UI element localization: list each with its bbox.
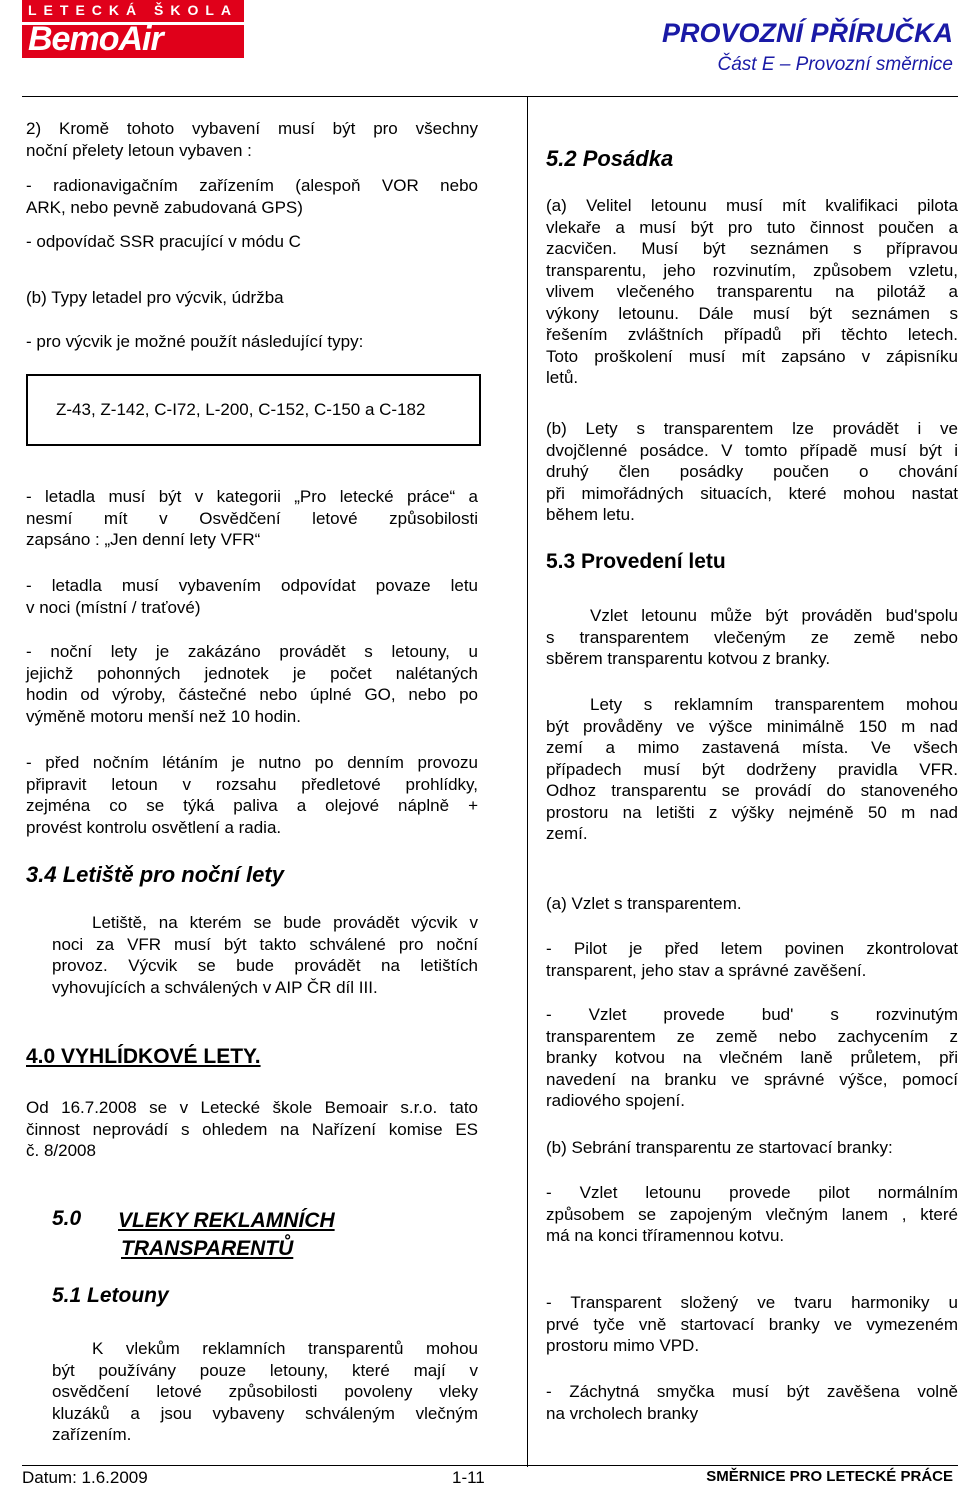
paragraph-line: (b) Sebrání transparentu ze startovací branky: [546,1138,893,1157]
paragraph-line: výkony letounu. Dále musí být seznámen s [546,303,958,323]
paragraph-line: ARK, nebo pevně zabudovaná GPS) [26,197,303,217]
paragraph-provedeni-1 [546,605,958,670]
paragraph-line: Lety s reklamním transparentem mohou [590,695,958,714]
paragraph-line: druhý člen posádky poučen o chování [546,462,958,481]
paragraph-line: branky kotvou na vlečném laně průletem, při [546,1048,958,1067]
section-heading-5-3: 5.3 Provedení letu [546,550,726,573]
paragraph-zachytna-smycka [546,1381,958,1424]
paragraph-line: noční přelety letoun vybaven : [26,140,252,160]
paragraph-line: nesmí mít v Osvědčení letové způsobilosti [26,508,478,528]
paragraph-line: prostoru mimo VPD. [546,1336,700,1355]
heading-line: TRANSPARENTŮ [121,1237,294,1260]
paragraph-line: má na konci tříramennou kotvu. [546,1226,785,1245]
paragraph-line: jejichž pohonných jednotek je počet nalétaných [26,663,478,683]
paragraph-line: zemí. [546,824,588,843]
paragraph-line: být provåděny ve výšce minimálně 150 m nad [546,716,958,736]
paragraph-line: Letiště, na kterém se bude provádět výcvik v [92,913,478,932]
paragraph-line: transparentem ze země nebo zachycením z [546,1026,958,1046]
company-logo [22,0,244,58]
paragraph-line: činnost neprovádí s ohledem na Nařízení komise ES [26,1119,478,1139]
paragraph-posadka-a [546,195,958,389]
footer-divider [22,1465,958,1466]
paragraph-line: navedení na branku ve správné výšce, pomocí [546,1069,958,1089]
paragraph-line: případech musí být dodrženy pravidla VFR. [546,759,958,779]
paragraph-line: - pro výcvik je možné použít následující typy: [26,332,364,351]
paragraph-line: - radionavigačním zařízením (alespoň VOR nebo [26,176,478,195]
paragraph-line: - Transparent složený ve tvaru harmoniky u [546,1293,958,1312]
paragraph-line: Vzlet letounu může být prováděn bud'spolu [590,606,958,625]
paragraph-line: v noci (místní / traťové) [26,597,201,617]
paragraph-line: noci za VFR musí být takto schválené pro noční [52,934,478,954]
paragraph-line: vlivem vlečeného transparentu na pilotáž a [546,282,958,301]
section-heading-5-0 [118,1207,335,1263]
paragraph-line: prvé tyče vně startovací branky ve vymezeném [546,1314,958,1334]
logo-top-text: LETECKÁ ŠKOLA [28,2,238,18]
paragraph-line: kluzáků a jsou vybaveny schváleným vlečným [52,1403,478,1423]
paragraph-line: při mimořádných situacích, které mohou nastat [546,483,958,503]
paragraph-line: zejména co se týká paliva a olejové náplně + [26,796,478,815]
section-heading-5-2: 5.2 Posádka [546,146,674,171]
paragraph-line: hodin od výroby, částečné nebo úplné GO, nebo po [26,685,478,704]
paragraph-line: - odpovídač SSR pracující v módu C [26,232,301,251]
paragraph-line: zemí a mimo zastavená místa. Ve všech [546,738,958,757]
paragraph-line: řešením zvláštních případů při těchto letech. [546,325,958,344]
paragraph-line: - Záchytná smyčka musí být zavěšena volně [546,1382,958,1401]
paragraph-vzlet [546,1004,958,1112]
logo-main-text: BemoAir [28,20,163,58]
paragraph-line: (a) Velitel letounu musí mít kvalifikaci pilota [546,196,958,215]
paragraph-line: Od 16.7.2008 se v Letecké škole Bemoair s.r.o. tato [26,1098,478,1117]
paragraph-line: transparent, jeho stav a správné zavěšení. [546,960,867,980]
paragraph-sebrani [546,1182,958,1247]
paragraph-posadka-b [546,418,958,526]
paragraph-line: - noční lety je zakázáno provádět s letouny, u [26,642,478,661]
paragraph-line: - Vzlet letounu provede pilot normálním [546,1183,958,1202]
paragraph-line: K vlekům reklamních transparentů mohou [92,1339,478,1358]
paragraph-line: 2) Kromě tohoto vybavení musí být pro všechny [26,119,478,138]
page-number: 1-11 [452,1468,485,1487]
paragraph-transparent-slozeny [546,1292,958,1357]
paragraph-line: sběrem transparentu kotvou z branky. [546,649,831,668]
paragraph-line: na vrcholech branky [546,1403,699,1423]
paragraph-line: vyhovujících a schválených v AIP ČR díl III. [52,977,378,997]
paragraph-line: připravit letoun v rozsahu předletové prohlídky, [26,774,478,794]
paragraph-line: výměně motoru menší než 10 hodin. [26,706,301,726]
paragraph-line: být používány pouze letouny, které mají v [52,1360,478,1380]
paragraph-line: letů. [546,368,579,387]
section-heading-4-0: 4.0 VYHLÍDKOVÉ LETY. [26,1045,261,1068]
section-heading-3-4: 3.4 Letiště pro noční lety [26,862,284,887]
paragraph-line: č. 8/2008 [26,1141,96,1160]
paragraph-pilot-check [546,938,958,981]
paragraph-line: radiového spojení. [546,1091,685,1110]
section-heading-5-1: 5.1 Letouny [52,1284,169,1307]
footer-date: Datum: 1.6.2009 [22,1468,148,1487]
paragraph-line: - Pilot je před letem povinen zkontrolovat [546,939,958,958]
paragraph-line: vlekaře a musí být pro tuto činnost poučen a [546,217,958,237]
section-number-5-0: 5.0 [52,1207,82,1230]
paragraph-line: osvědčení letové způsobilosti povoleny vleky [52,1382,478,1401]
paragraph-line: dvojčlenné posádce. V tomto případě musí být i [546,440,958,460]
left-column [26,118,478,161]
paragraph-line: - Vzlet provede bud' s rozvinutým [546,1005,958,1024]
paragraph-line: Odhoz transparentu se provádí do stanoveného [546,781,958,800]
paragraph-line: - letadla musí být v kategorii „Pro letecké práce“ a [26,487,478,506]
paragraph-line: (b) Lety s transparentem lze provádět i ve [546,419,958,438]
document-title: PROVOZNÍ PŘÍRUČKA [661,18,953,48]
paragraph-line: (b) Typy letadel pro výcvik, údržba [26,288,284,307]
paragraph-line: s transparentem vlečeným ze země nebo [546,627,958,647]
aircraft-types-text: Z-43, Z-142, C-I72, L-200, C-152, C-150 a C-182 [56,400,426,419]
footer-section-title: SMĚRNICE PRO LETECKÉ PRÁCE [706,1468,953,1485]
paragraph-line: prostoru na letišti z výšky nejméně 50 m nad [546,802,958,822]
paragraph-line: provést kontrolu osvětlení a radia. [26,817,282,837]
paragraph-line: zařízením. [52,1425,132,1444]
paragraph-line: provoz. Výcvik se bude provádět na letištích [52,956,478,975]
paragraph-line: zapsáno : „Jen denní lety VFR“ [26,530,261,549]
paragraph-line: zacvičen. Musí být seznámen s přípravou [546,239,958,258]
paragraph-line: během letu. [546,505,635,524]
heading-line: VLEKY REKLAMNÍCH [118,1209,335,1232]
document-subtitle: Část E – Provozní směrnice [717,54,953,75]
paragraph-line: - letadla musí vybavením odpovídat povaze letu [26,576,478,595]
paragraph-line: Toto proškolení musí mít zapsáno v zápisníku [546,346,958,366]
column-divider [527,97,528,1467]
paragraph-line: transparentu, jeho rozvinutím, způsobem vzletu, [546,260,958,280]
paragraph-line: (a) Vzlet s transparentem. [546,894,742,913]
paragraph-line: způsobem se zapojeným vlečným lanem , které [546,1204,958,1224]
paragraph-provedeni-2 [546,694,958,845]
paragraph-line: - před nočním létáním je nutno po denním provozu [26,753,478,772]
header-divider [22,96,958,97]
